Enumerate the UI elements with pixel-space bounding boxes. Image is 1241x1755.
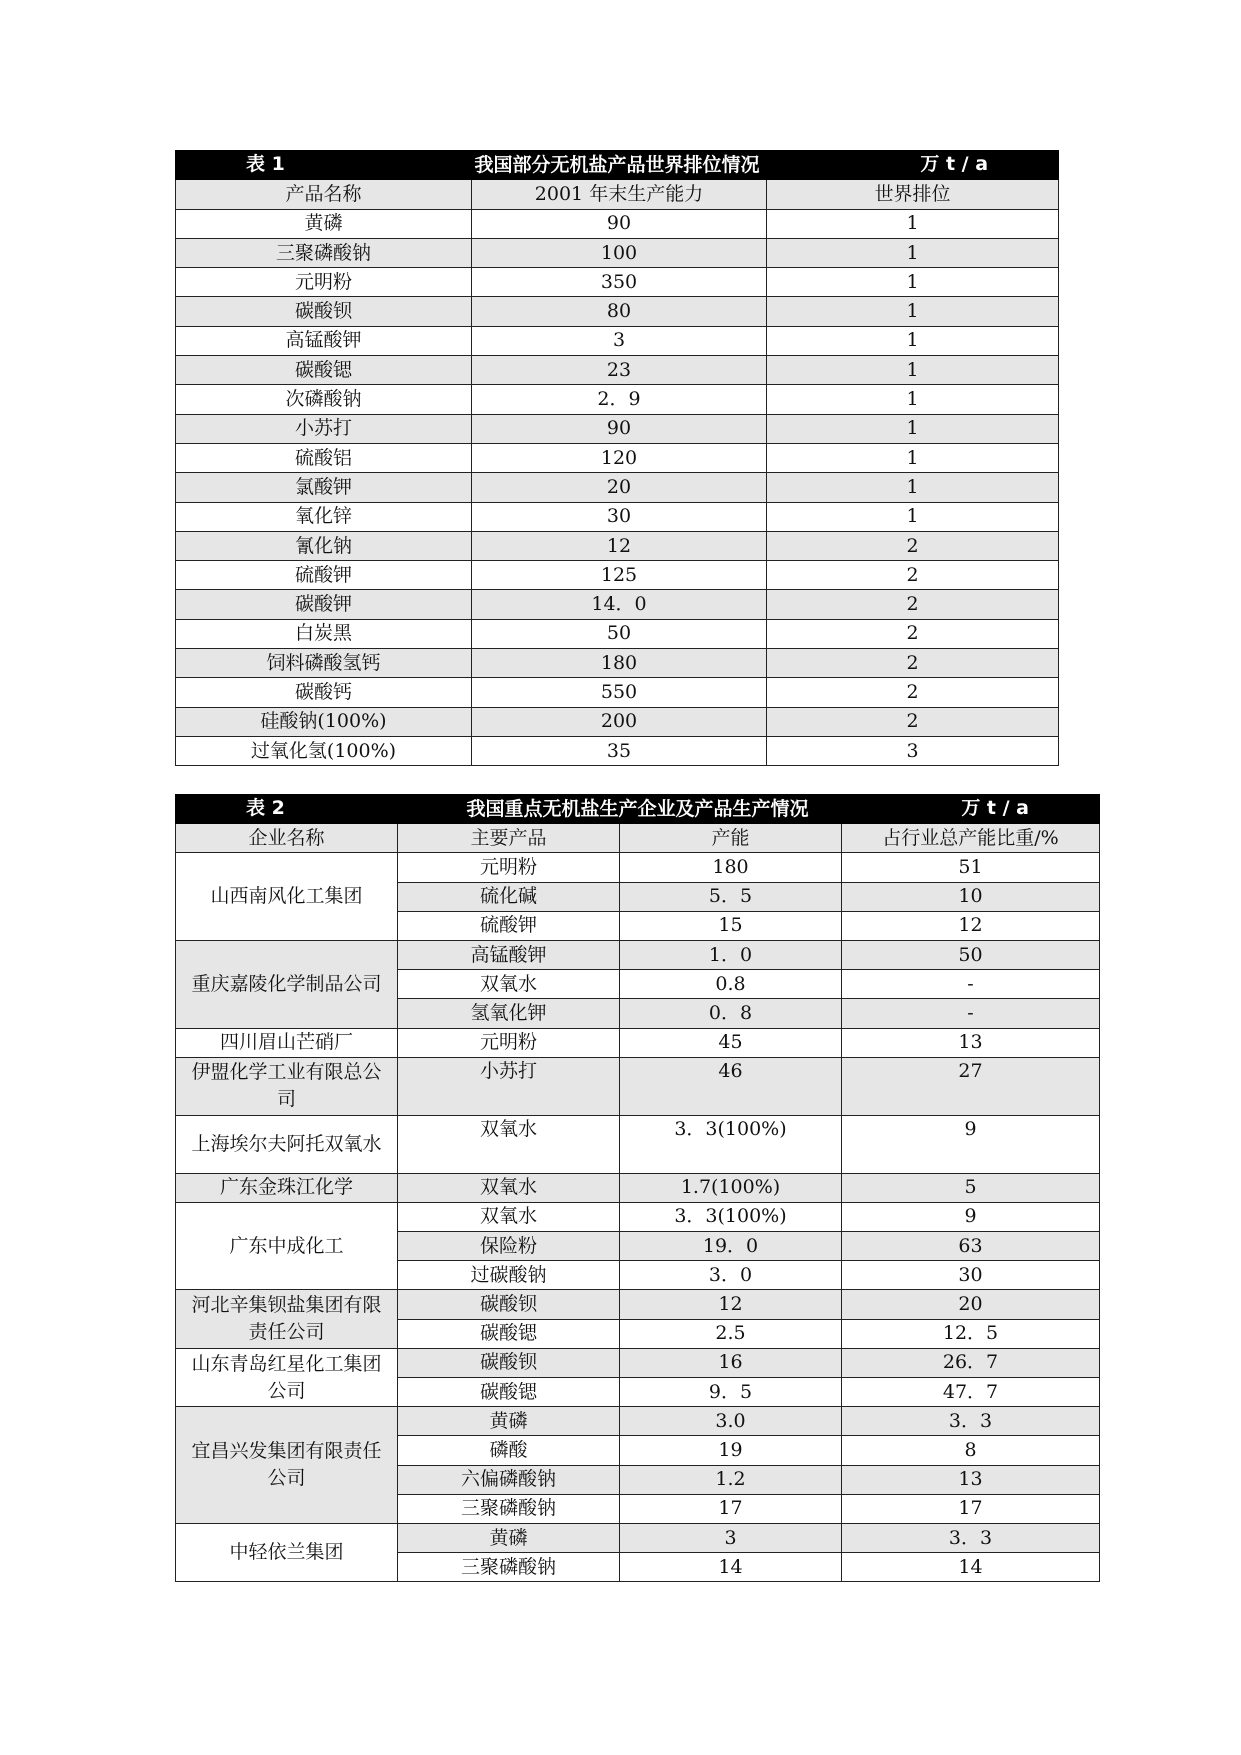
table-cell: 双氧水 — [398, 1173, 620, 1202]
table-cell: 350 — [472, 268, 767, 297]
table-cell: 9 — [842, 1115, 1100, 1173]
table-cell: 90 — [472, 414, 767, 443]
table-cell: 2 — [767, 649, 1059, 678]
table-row — [176, 356, 1059, 385]
table-cell: 高锰酸钾 — [398, 940, 620, 969]
table-cell: 17 — [620, 1494, 842, 1523]
table-cell: 9 — [842, 1202, 1100, 1231]
table-cell: 3 — [767, 736, 1059, 765]
table-cell: 90 — [472, 209, 767, 238]
table-row — [176, 619, 1059, 648]
table-cell: 120 — [472, 443, 767, 472]
column-header: 主要产品 — [398, 824, 620, 853]
table-row — [176, 561, 1059, 590]
column-header: 产能 — [620, 824, 842, 853]
table-cell: 125 — [472, 561, 767, 590]
table-cell: 碳酸钡 — [398, 1348, 620, 1377]
table-cell: 47．7 — [842, 1378, 1100, 1407]
table-cell: 30 — [472, 502, 767, 531]
table-cell: 0.8 — [620, 970, 842, 999]
table-row — [176, 209, 1059, 238]
table-cell: 19 — [620, 1436, 842, 1465]
table-row — [176, 385, 1059, 414]
company-name-cell: 山东青岛红星化工集团公司 — [176, 1348, 398, 1406]
table-row — [176, 1407, 1100, 1436]
table-row — [176, 678, 1059, 707]
table-cell: 2 — [767, 531, 1059, 560]
table-1-unit: 万 t / a — [920, 153, 989, 175]
table-cell: 元明粉 — [398, 1028, 620, 1057]
table-cell: 碳酸锶 — [398, 1319, 620, 1348]
table-cell: 硫酸钾 — [176, 561, 472, 590]
table-cell: 20 — [472, 473, 767, 502]
table-cell: 1 — [767, 414, 1059, 443]
table-row — [176, 443, 1059, 472]
table-row — [176, 1290, 1100, 1319]
table-row — [176, 590, 1059, 619]
table-cell: 3．3 — [842, 1407, 1100, 1436]
table-row — [176, 531, 1059, 560]
table-cell: 六偏磷酸钠 — [398, 1465, 620, 1494]
table-cell: 1．0 — [620, 940, 842, 969]
table-cell: 2 — [767, 590, 1059, 619]
table-cell: 15 — [620, 911, 842, 940]
table-cell: 3 — [472, 326, 767, 355]
table-cell: 180 — [620, 853, 842, 882]
table-row — [176, 940, 1100, 969]
table-cell: 26．7 — [842, 1348, 1100, 1377]
table-cell: 三聚磷酸钠 — [398, 1494, 620, 1523]
table-row — [176, 268, 1059, 297]
company-name-cell: 中轻依兰集团 — [176, 1523, 398, 1581]
table-cell: 元明粉 — [398, 853, 620, 882]
table-cell: 45 — [620, 1028, 842, 1057]
table-cell: 双氧水 — [398, 970, 620, 999]
table-cell: 过碳酸钠 — [398, 1261, 620, 1290]
table-cell: 2．9 — [472, 385, 767, 414]
table-cell: 2 — [767, 619, 1059, 648]
company-name-cell: 广东中成化工 — [176, 1202, 398, 1290]
table-cell: 饲料磷酸氢钙 — [176, 649, 472, 678]
table-cell: 氢氧化钾 — [398, 999, 620, 1028]
table-cell: 13 — [842, 1028, 1100, 1057]
table-cell: 35 — [472, 736, 767, 765]
column-header: 2001 年末生产能力 — [472, 180, 767, 209]
table-cell: 元明粉 — [176, 268, 472, 297]
table-2-label: 表 2 — [246, 797, 285, 819]
table-1-header-row — [176, 180, 1059, 209]
table-row — [176, 1173, 1100, 1202]
column-header: 产品名称 — [176, 180, 472, 209]
table-cell: 12 — [842, 911, 1100, 940]
table-2 — [175, 794, 1100, 1582]
table-1-label: 表 1 — [246, 153, 285, 175]
table-cell: 3．3(100%) — [620, 1115, 842, 1173]
company-name-cell: 伊盟化学工业有限总公司 — [176, 1057, 398, 1115]
table-2-header-row — [176, 824, 1100, 853]
table-row — [176, 707, 1059, 736]
table-cell: 硫酸铝 — [176, 443, 472, 472]
table-row — [176, 1057, 1100, 1115]
table-cell: 3 — [620, 1523, 842, 1552]
table-cell: 27 — [842, 1057, 1100, 1115]
table-2-unit: 万 t / a — [961, 797, 1030, 819]
table-cell: 50 — [472, 619, 767, 648]
table-cell: 三聚磷酸钠 — [176, 238, 472, 267]
table-cell: 双氧水 — [398, 1202, 620, 1231]
table-cell: 51 — [842, 853, 1100, 882]
table-cell: 80 — [472, 297, 767, 326]
table-row — [176, 238, 1059, 267]
table-cell: 2 — [767, 707, 1059, 736]
table-cell: 1 — [767, 443, 1059, 472]
column-header: 占行业总产能比重/% — [842, 824, 1100, 853]
table-cell: 1.2 — [620, 1465, 842, 1494]
table-cell: 46 — [620, 1057, 842, 1115]
table-cell: 2.5 — [620, 1319, 842, 1348]
table-cell: 19．0 — [620, 1232, 842, 1261]
table-cell: 碳酸锶 — [176, 356, 472, 385]
table-cell: 12 — [472, 531, 767, 560]
company-name-cell: 宜昌兴发集团有限责任公司 — [176, 1407, 398, 1524]
table-cell: 180 — [472, 649, 767, 678]
table-cell: 30 — [842, 1261, 1100, 1290]
table-cell: 双氧水 — [398, 1115, 620, 1173]
table-cell: 白炭黑 — [176, 619, 472, 648]
table-row — [176, 414, 1059, 443]
table-cell: 9．5 — [620, 1378, 842, 1407]
table-cell: 16 — [620, 1348, 842, 1377]
table-cell: 3．0 — [620, 1261, 842, 1290]
table-cell: 保险粉 — [398, 1232, 620, 1261]
table-1-title-row — [176, 151, 1059, 180]
table-cell: 碳酸钾 — [176, 590, 472, 619]
table-cell: 1 — [767, 209, 1059, 238]
table-row — [176, 649, 1059, 678]
table-cell: 17 — [842, 1494, 1100, 1523]
table-cell: 14．0 — [472, 590, 767, 619]
table-cell: 3．3(100%) — [620, 1202, 842, 1231]
table-cell: 200 — [472, 707, 767, 736]
company-name-cell: 河北辛集钡盐集团有限责任公司 — [176, 1290, 398, 1348]
table-cell: 1 — [767, 502, 1059, 531]
table-cell: 10 — [842, 882, 1100, 911]
table-1-title: 我国部分无机盐产品世界排位情况 — [474, 153, 760, 176]
table-cell: 碳酸锶 — [398, 1378, 620, 1407]
table-cell: 2 — [767, 678, 1059, 707]
table-cell: 硫酸钾 — [398, 911, 620, 940]
table-row — [176, 502, 1059, 531]
table-cell: 1 — [767, 473, 1059, 502]
table-cell: 硅酸钠(100%) — [176, 707, 472, 736]
table-cell: 小苏打 — [176, 414, 472, 443]
company-name-cell: 四川眉山芒硝厂 — [176, 1028, 398, 1057]
table-1 — [175, 150, 1059, 766]
table-cell: 硫化碱 — [398, 882, 620, 911]
table-row — [176, 1523, 1100, 1552]
table-cell: 小苏打 — [398, 1057, 620, 1115]
table-cell: 氧化锌 — [176, 502, 472, 531]
table-cell: 14 — [842, 1553, 1100, 1582]
table-cell: 100 — [472, 238, 767, 267]
table-cell: 14 — [620, 1553, 842, 1582]
table-row — [176, 297, 1059, 326]
table-cell: 次磷酸钠 — [176, 385, 472, 414]
table-cell: 3．3 — [842, 1523, 1100, 1552]
table-row — [176, 1028, 1100, 1057]
table-cell: 1 — [767, 356, 1059, 385]
column-header: 企业名称 — [176, 824, 398, 853]
table-2-title-row — [176, 795, 1100, 824]
table-row — [176, 736, 1059, 765]
table-cell: 550 — [472, 678, 767, 707]
company-name-cell: 山西南风化工集团 — [176, 853, 398, 941]
table-cell: 氯酸钾 — [176, 473, 472, 502]
table-cell: 2 — [767, 561, 1059, 590]
table-cell: 1 — [767, 385, 1059, 414]
table-cell: 1 — [767, 238, 1059, 267]
table-cell: 3.0 — [620, 1407, 842, 1436]
table-cell: 磷酸 — [398, 1436, 620, 1465]
table-row — [176, 853, 1100, 882]
company-name-cell: 上海埃尔夫阿托双氧水 — [176, 1115, 398, 1173]
table-row — [176, 1202, 1100, 1231]
table-cell: - — [842, 970, 1100, 999]
table-cell: 5 — [842, 1173, 1100, 1202]
table-cell: 高锰酸钾 — [176, 326, 472, 355]
table-cell: 三聚磷酸钠 — [398, 1553, 620, 1582]
table-cell: 黄磷 — [398, 1523, 620, 1552]
table-cell: 13 — [842, 1465, 1100, 1494]
table-cell: 5．5 — [620, 882, 842, 911]
table-cell: 碳酸钡 — [398, 1290, 620, 1319]
table-cell: 50 — [842, 940, 1100, 969]
table-cell: 碳酸钡 — [176, 297, 472, 326]
table-2-title: 我国重点无机盐生产企业及产品生产情况 — [466, 797, 809, 820]
table-cell: 23 — [472, 356, 767, 385]
company-name-cell: 重庆嘉陵化学制品公司 — [176, 940, 398, 1028]
table-row — [176, 1348, 1100, 1377]
table-cell: 1.7(100%) — [620, 1173, 842, 1202]
table-cell: 黄磷 — [398, 1407, 620, 1436]
table-row — [176, 326, 1059, 355]
table-cell: 过氧化氢(100%) — [176, 736, 472, 765]
table-2-body — [176, 853, 1100, 1582]
table-cell: 1 — [767, 268, 1059, 297]
table-cell: 20 — [842, 1290, 1100, 1319]
table-cell: - — [842, 999, 1100, 1028]
table-cell: 1 — [767, 326, 1059, 355]
table-cell: 12．5 — [842, 1319, 1100, 1348]
company-name-cell: 广东金珠江化学 — [176, 1173, 398, 1202]
column-header: 世界排位 — [767, 180, 1059, 209]
table-cell: 氰化钠 — [176, 531, 472, 560]
table-cell: 12 — [620, 1290, 842, 1319]
table-1-body — [176, 209, 1059, 766]
table-row — [176, 1115, 1100, 1173]
table-cell: 碳酸钙 — [176, 678, 472, 707]
table-cell: 8 — [842, 1436, 1100, 1465]
table-cell: 0．8 — [620, 999, 842, 1028]
table-cell: 黄磷 — [176, 209, 472, 238]
table-cell: 1 — [767, 297, 1059, 326]
table-row — [176, 473, 1059, 502]
table-cell: 63 — [842, 1232, 1100, 1261]
